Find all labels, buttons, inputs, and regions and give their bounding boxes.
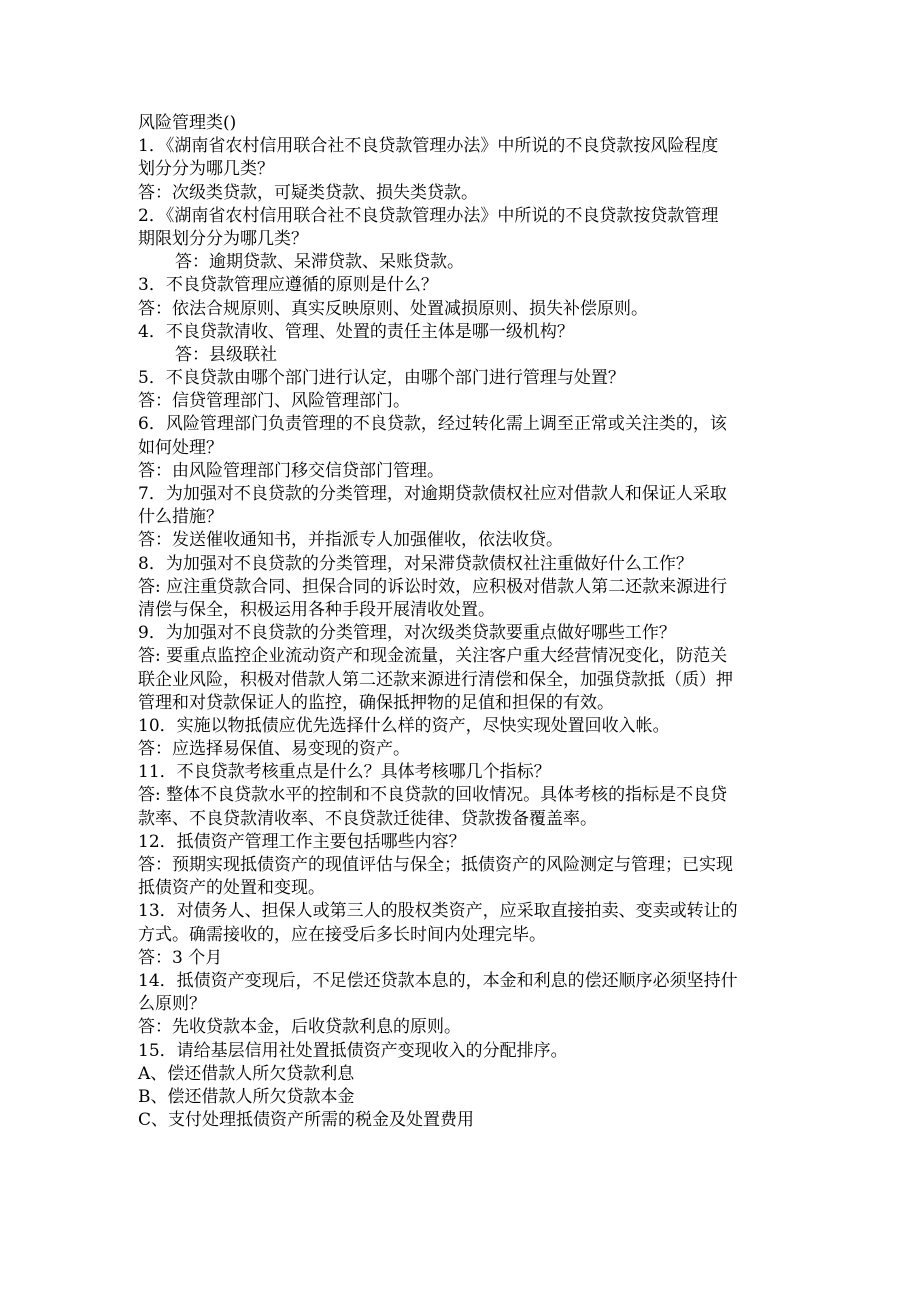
text-line: 清偿与保全，积极运用各种手段开展清收处置。 — [138, 599, 495, 620]
text-line: 答：3 个月 — [138, 947, 223, 968]
text-line: 么原则？ — [138, 994, 206, 1015]
document-title: 风险管理类() — [138, 113, 237, 133]
text-line: 11．不良贷款考核重点是什么？具体考核哪几个指标？ — [138, 762, 551, 783]
text-line: 答：信贷管理部门、风险管理部门。 — [138, 391, 410, 412]
text-line: 答：发送催收通知书，并指派专人加强催收，依法收贷。 — [138, 530, 563, 551]
document-page — [138, 112, 788, 1132]
text-line: 答：逾期贷款、呆滞贷款、呆账贷款。 — [175, 252, 464, 273]
text-line: 15．请给基层信用社处置抵债资产变现收入的分配排序。 — [138, 1040, 568, 1061]
text-line: 10．实施以物抵债应优先选择什么样的资产，尽快实现处置回收入帐。 — [138, 715, 670, 736]
text-line: C、支付处理抵债资产所需的税金及处置费用 — [138, 1110, 475, 1131]
text-line: A、偿还借款人所欠贷款利息 — [138, 1063, 355, 1084]
text-line: 联企业风险，积极对借款人第二还款来源进行清偿和保全，加强贷款抵（质）押 — [138, 669, 733, 690]
text-line: 2．《湖南省农村信用联合社不良贷款管理办法》中所说的不良贷款按贷款管理 — [138, 205, 719, 226]
text-line: 款率、不良贷款清收率、不良贷款迁徙律、贷款拨备覆盖率。 — [138, 808, 597, 829]
text-line: 7．为加强对不良贷款的分类管理，对逾期贷款债权社应对借款人和保证人采取 — [138, 484, 727, 504]
text-line: 5．不良贷款由哪个部门进行认定，由哪个部门进行管理与处置？ — [138, 368, 625, 389]
text-line: 答：预期实现抵债资产的现值评估与保全；抵债资产的风险测定与管理；已实现 — [138, 855, 733, 875]
text-line: 答：由风险管理部门移交信贷部门管理。 — [138, 460, 444, 481]
text-line: 管理和对贷款保证人的监控，确保抵押物的足值和担保的有效。 — [138, 692, 614, 713]
text-line: 3．不良贷款管理应遵循的原则是什么？ — [138, 275, 438, 296]
text-line: 期限划分分为哪几类？ — [138, 228, 308, 249]
text-line: 方式。确需接收的，应在接受后多长时间内处理完毕。 — [138, 924, 546, 945]
text-line: 答：次级类贷款，可疑类贷款、损失类贷款。 — [138, 182, 478, 203]
text-line: 8．为加强对不良贷款的分类管理，对呆滞贷款债权社注重做好什么工作？ — [138, 553, 693, 574]
text-line: 划分分为哪几类？ — [138, 159, 274, 180]
text-line: 9．为加强对不良贷款的分类管理，对次级类贷款要重点做好哪些工作？ — [138, 623, 676, 644]
text-line: B、偿还借款人所欠贷款本金 — [138, 1086, 355, 1107]
text-line: 13．对债务人、担保人或第三人的股权类资产，应采取直接拍卖、变卖或转让的 — [138, 901, 738, 922]
text-line: 12．抵债资产管理工作主要包括哪些内容？ — [138, 831, 466, 852]
text-line: 抵债资产的处置和变现。 — [138, 878, 325, 899]
text-line: 6．风险管理部门负责管理的不良贷款，经过转化需上调至正常或关注类的，该 — [138, 414, 727, 435]
text-line: 答：先收贷款本金，后收贷款利息的原则。 — [138, 1017, 461, 1038]
text-line: 答：应选择易保值、易变现的资产。 — [138, 739, 410, 760]
text-line: 什么措施？ — [138, 507, 223, 528]
text-line: 1．《湖南省农村信用联合社不良贷款管理办法》中所说的不良贷款按风险程度 — [138, 136, 719, 157]
document-body — [138, 135, 788, 1132]
text-line: 14．抵债资产变现后，不足偿还贷款本息的，本金和利息的偿还顺序必须坚持什 — [138, 970, 738, 991]
text-line: 答：县级联社 — [175, 344, 277, 365]
text-line: 4．不良贷款清收、管理、处置的责任主体是哪一级机构？ — [138, 321, 574, 342]
text-line: 答：依法合规原则、真实反映原则、处置减损原则、损失补偿原则。 — [138, 298, 648, 319]
text-line: 答: 整体不良贷款水平的控制和不良贷款的回收情况。具体考核的指标是不良贷 — [138, 785, 728, 806]
text-line: 答: 要重点监控企业流动资产和现金流量，关注客户重大经营情况变化，防范关 — [138, 646, 728, 667]
text-line: 答: 应注重贷款合同、担保合同的诉讼时效，应积极对借款人第二还款来源进行 — [138, 576, 728, 597]
text-line: 如何处理？ — [138, 437, 223, 458]
